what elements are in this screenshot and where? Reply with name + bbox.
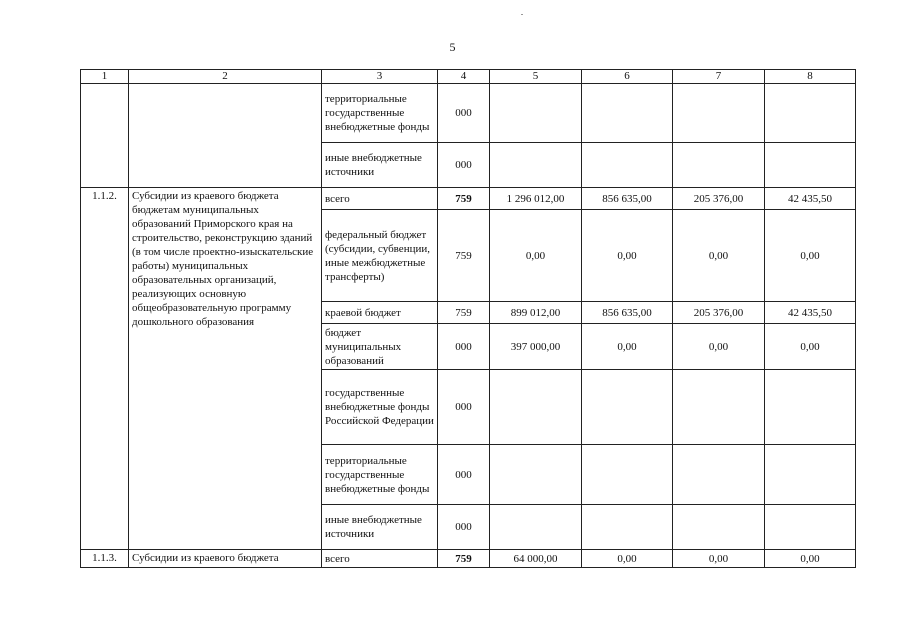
value-cell <box>490 143 582 188</box>
value-cell: 205 376,00 <box>673 302 765 324</box>
value-cell <box>673 143 765 188</box>
funding-source: иные внебюджетные источники <box>322 505 438 550</box>
header-cell: 3 <box>322 70 438 84</box>
value-cell <box>490 84 582 143</box>
budget-code: 000 <box>438 445 490 505</box>
funding-source: государственные внебюджетные фонды Российской Федерации <box>322 370 438 445</box>
header-cell: 5 <box>490 70 582 84</box>
item-description-cell: Субсидии из краевого бюджета <box>129 550 322 568</box>
value-cell <box>765 370 856 445</box>
value-cell <box>765 84 856 143</box>
budget-code: 759 <box>438 550 490 568</box>
budget-code: 000 <box>438 370 490 445</box>
header-cell: 4 <box>438 70 490 84</box>
item-description-cell <box>129 84 322 188</box>
value-cell: 0,00 <box>582 324 673 370</box>
header-cell: 2 <box>129 70 322 84</box>
header-cell: 1 <box>81 70 129 84</box>
budget-code: 759 <box>438 302 490 324</box>
value-cell <box>765 445 856 505</box>
funding-source: федеральный бюджет (субсидии, субвенции, иные межбюджетные трансферты) <box>322 210 438 302</box>
value-cell: 42 435,50 <box>765 188 856 210</box>
value-cell <box>490 445 582 505</box>
value-cell: 0,00 <box>673 210 765 302</box>
value-cell: 42 435,50 <box>765 302 856 324</box>
value-cell: 0,00 <box>673 550 765 568</box>
value-cell: 0,00 <box>765 550 856 568</box>
budget-code: 000 <box>438 324 490 370</box>
page-number: 5 <box>449 40 456 54</box>
funding-source: иные внебюджетные источники <box>322 143 438 188</box>
value-cell <box>673 505 765 550</box>
header-cell: 8 <box>765 70 856 84</box>
table-row <box>81 550 856 568</box>
header-row <box>81 70 856 84</box>
item-description-cell: Субсидии из краевого бюджета бюджетам муниципальных образований Приморского края на строительство, реконструкцию зданий (в том числе проектно-изыскательские работы) муниципальных образовательных организаций, реализующих основную общеобразовательную программу дошкольного образования <box>129 188 322 550</box>
value-cell <box>582 84 673 143</box>
value-cell <box>673 445 765 505</box>
item-number-cell <box>81 84 129 188</box>
value-cell <box>765 505 856 550</box>
value-cell: 899 012,00 <box>490 302 582 324</box>
table-row <box>81 188 856 210</box>
budget-code: 000 <box>438 84 490 143</box>
value-cell: 205 376,00 <box>673 188 765 210</box>
value-cell: 0,00 <box>673 324 765 370</box>
value-cell <box>673 370 765 445</box>
funding-source: территориальные государственные внебюджетные фонды <box>322 84 438 143</box>
value-cell <box>582 370 673 445</box>
funding-source: территориальные государственные внебюджетные фонды <box>322 445 438 505</box>
value-cell <box>490 370 582 445</box>
value-cell <box>765 143 856 188</box>
value-cell: 0,00 <box>490 210 582 302</box>
value-cell <box>582 143 673 188</box>
funding-source: всего <box>322 550 438 568</box>
value-cell: 0,00 <box>582 210 673 302</box>
header-cell: 7 <box>673 70 765 84</box>
value-cell: 0,00 <box>765 324 856 370</box>
funding-source: краевой бюджет <box>322 302 438 324</box>
header-cell: 6 <box>582 70 673 84</box>
funding-source: всего <box>322 188 438 210</box>
value-cell: 856 635,00 <box>582 302 673 324</box>
budget-code: 000 <box>438 505 490 550</box>
budget-table <box>80 69 856 568</box>
item-number-cell: 1.1.3. <box>81 550 129 568</box>
value-cell: 856 635,00 <box>582 188 673 210</box>
value-cell: 64 000,00 <box>490 550 582 568</box>
value-cell: 0,00 <box>582 550 673 568</box>
budget-code: 759 <box>438 188 490 210</box>
value-cell <box>673 84 765 143</box>
value-cell <box>582 505 673 550</box>
value-cell: 0,00 <box>765 210 856 302</box>
table-row <box>81 84 856 143</box>
value-cell <box>490 505 582 550</box>
funding-source: бюджет муниципальных образований <box>322 324 438 370</box>
value-cell: 397 000,00 <box>490 324 582 370</box>
value-cell: 1 296 012,00 <box>490 188 582 210</box>
item-number-cell: 1.1.2. <box>81 188 129 550</box>
budget-code: 000 <box>438 143 490 188</box>
budget-code: 759 <box>438 210 490 302</box>
scan-speck <box>521 14 523 15</box>
value-cell <box>582 445 673 505</box>
